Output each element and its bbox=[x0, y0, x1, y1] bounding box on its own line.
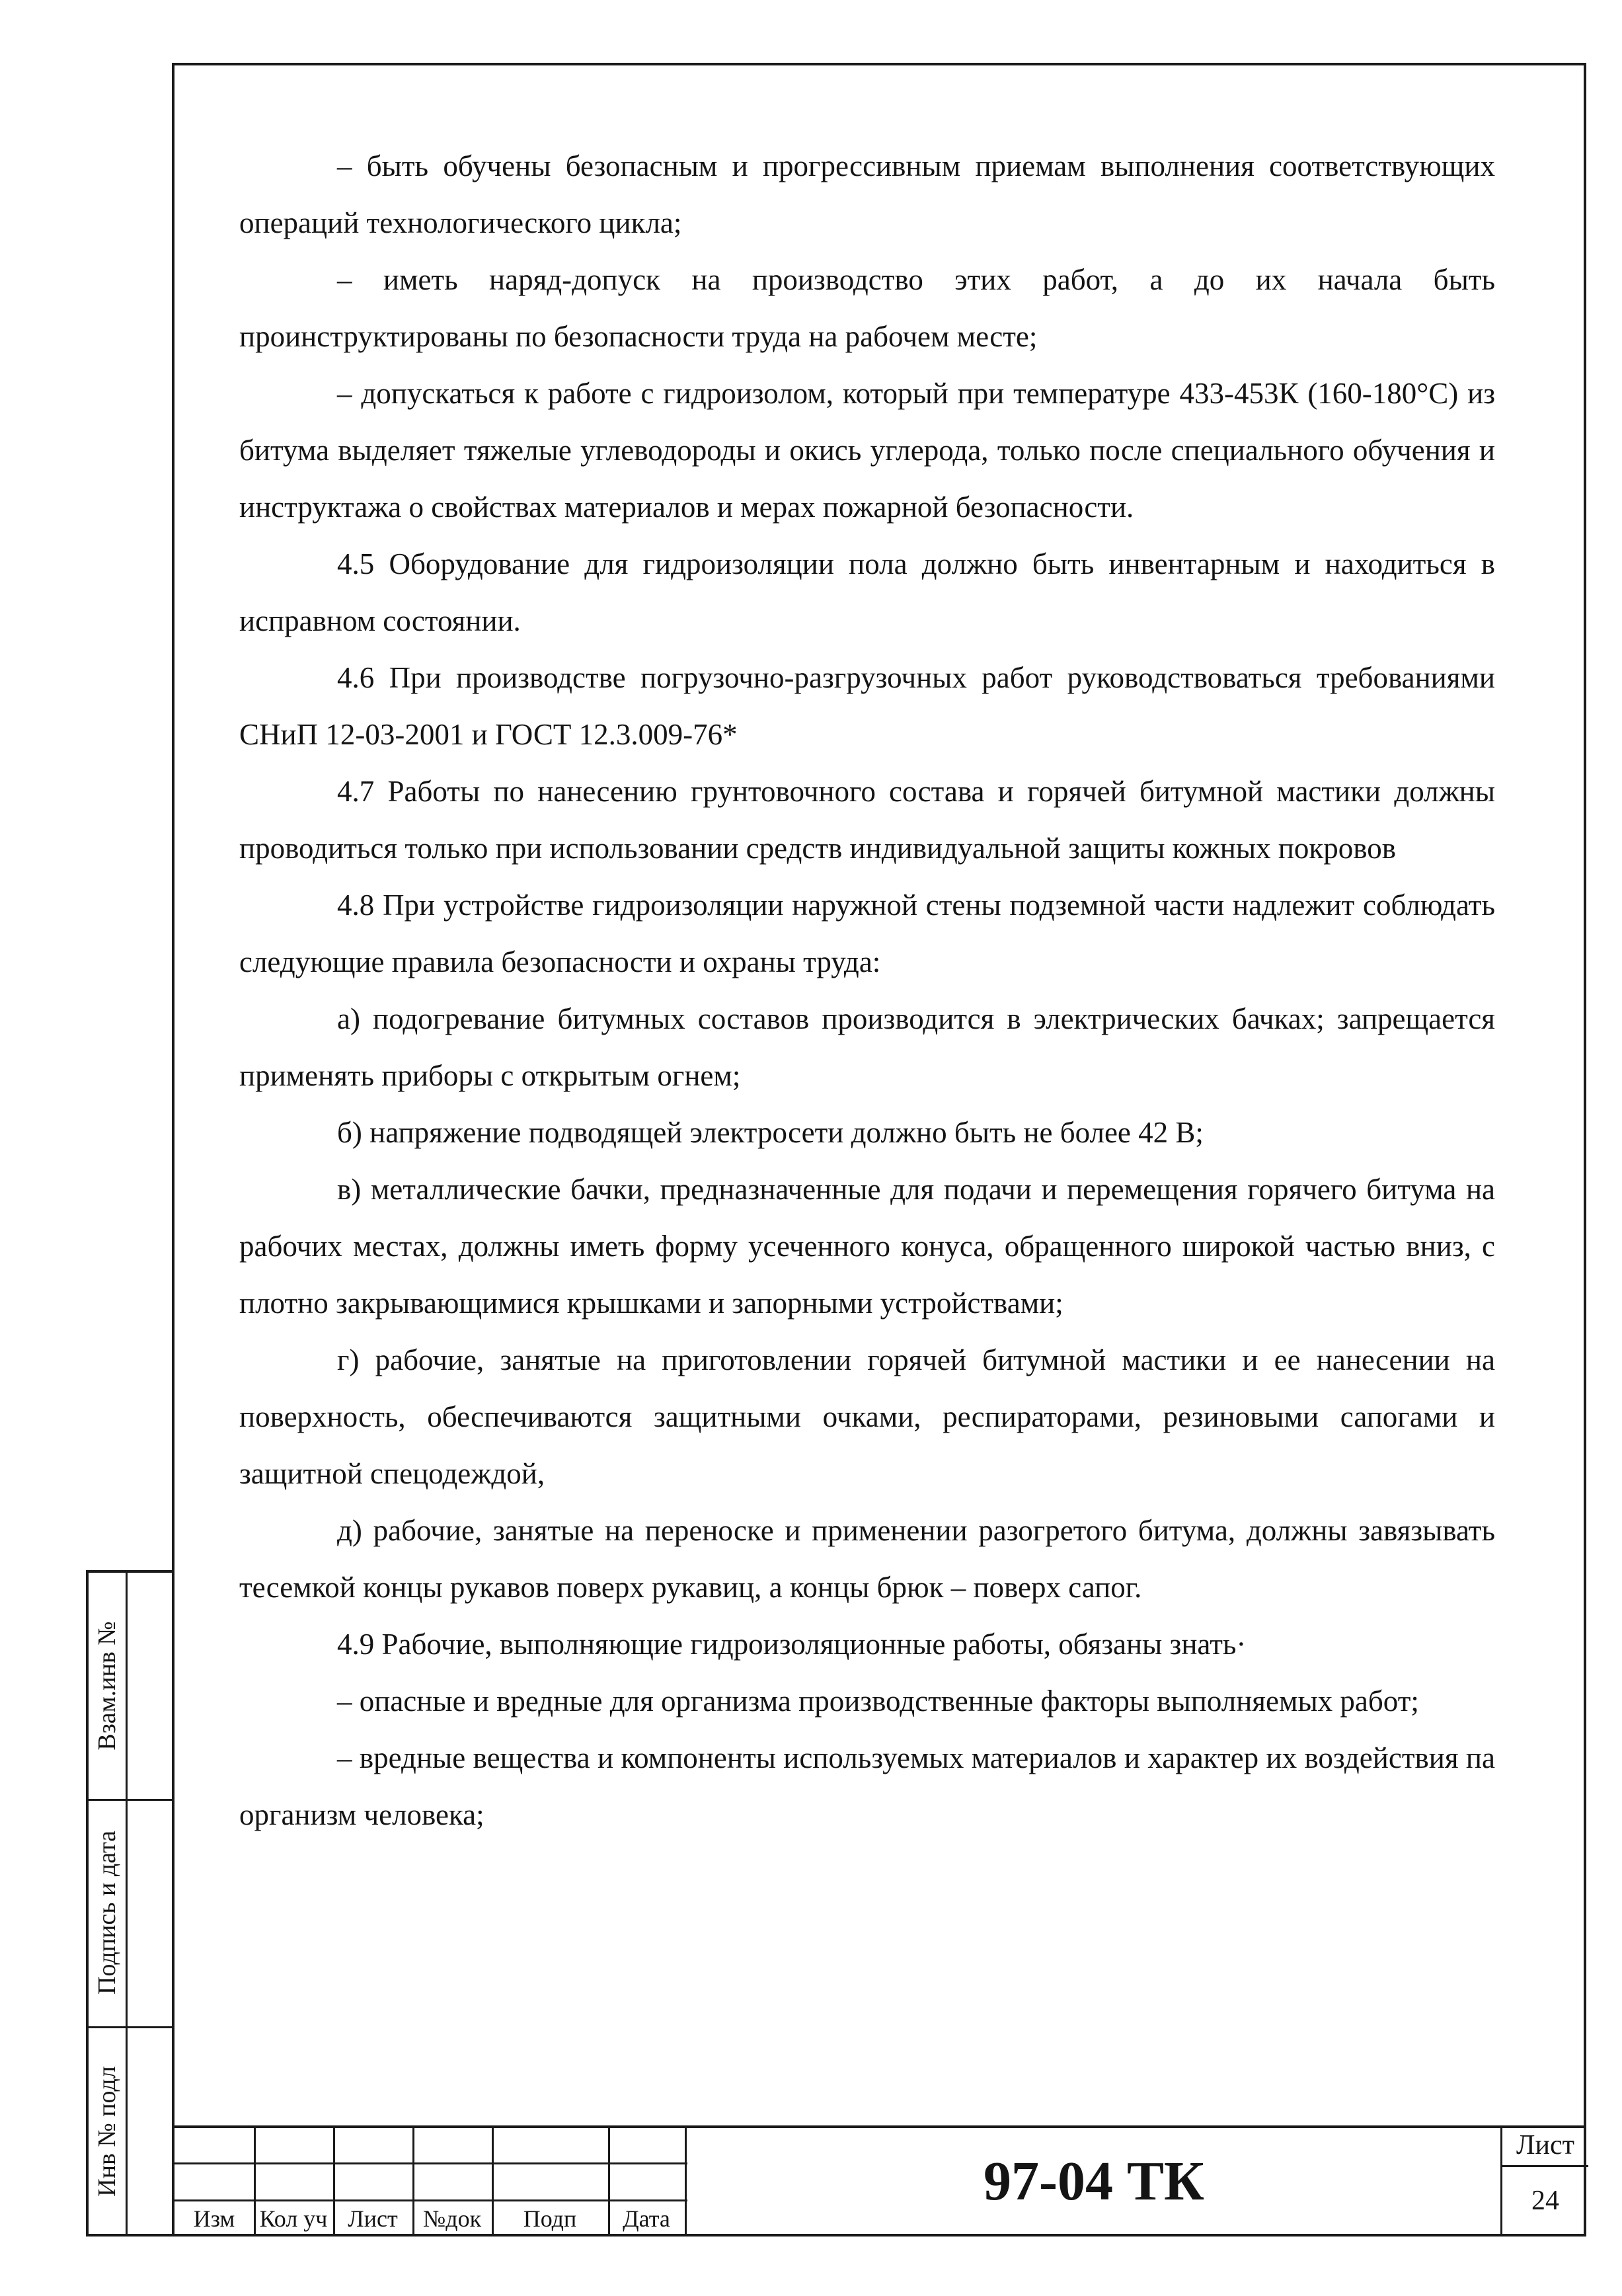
column-label-list: Лист bbox=[348, 2205, 398, 2232]
title-block-row-line bbox=[174, 2162, 687, 2164]
margin-stamp-divider bbox=[126, 1573, 128, 2234]
sheet-label: Лист bbox=[1516, 2130, 1574, 2160]
paragraph-3: – допускаться к работе с гидроизолом, который при температуре 433-453К (160-180°С) из битума выделяет тяжелые углеводороды и окись углерода, только после специального обучения и инструктажа о свойствах материалов и мерах пожарной безопасности. bbox=[239, 377, 1495, 524]
sheet-number: 24 bbox=[1531, 2186, 1559, 2216]
document-body bbox=[239, 138, 1495, 1843]
margin-stamp bbox=[86, 1570, 174, 2237]
paragraph-4-9: 4.9 Рабочие, выполняющие гидроизоляционные работы, обязаны знать· bbox=[337, 1628, 1247, 1661]
sheet-box-divider bbox=[1502, 2165, 1588, 2167]
column-label-ndok: №док bbox=[422, 2205, 482, 2232]
paragraph-1: – быть обучены безопасным и прогрессивным приемам выполнения соответствующих операций технологического цикла; bbox=[239, 149, 1495, 239]
column-label-kol-uch: Кол уч bbox=[259, 2205, 328, 2232]
paragraph-4-8: 4.8 При устройстве гидроизоляции наружной стены подземной части надлежит соблюдать следующие правила безопасности и охраны труда: bbox=[239, 889, 1495, 978]
paragraph-4-8-a: а) подогревание битумных составов производится в электрических бачках; запрещается применять приборы с открытым огнем; bbox=[239, 1002, 1495, 1092]
paragraph-2: – иметь наряд-допуск на производство этих работ, а до их начала быть проинструктированы по безопасности труда на рабочем месте; bbox=[239, 263, 1495, 353]
margin-label-original-inv: Инв № подл bbox=[93, 2066, 121, 2197]
title-block-col-line bbox=[685, 2125, 687, 2237]
paragraph-4-9-item-2: – вредные вещества и компоненты используемых материалов и характер их воздействия па организм человека; bbox=[239, 1741, 1495, 1831]
margin-cell-original-inv bbox=[89, 2026, 126, 2237]
paragraph-4-6: 4.6 При производстве погрузочно-разгрузочных работ руководствоваться требованиями СНиП 12-03-2001 и ГОСТ 12.3.009-76* bbox=[239, 661, 1495, 751]
margin-cell-replacement-inv bbox=[89, 1573, 126, 1799]
column-label-izm: Изм bbox=[193, 2205, 235, 2232]
column-label-data: Дата bbox=[623, 2205, 670, 2232]
paragraph-4-5: 4.5 Оборудование для гидроизоляции пола должно быть инвентарным и находиться в исправном состоянии. bbox=[239, 547, 1495, 637]
paragraph-4-8-d: д) рабочие, занятые на переноске и применении разогретого битума, должны завязывать тесемкой концы рукавов поверх рукавиц, а концы брюк – поверх сапог. bbox=[239, 1514, 1495, 1604]
paragraph-4-8-v: в) металлические бачки, предназначенные для подачи и перемещения горячего битума на рабочих местах, должны иметь форму усеченного конуса, обращенного широкой частью вниз, с плотно закрывающимися крышками и запорными устройствами; bbox=[239, 1173, 1495, 1320]
margin-label-signature-date: Подпись и дата bbox=[93, 1830, 121, 1995]
paragraph-4-8-g: г) рабочие, занятые на приготовлении горячей битумной мастики и ее нанесении на поверхность, обеспечиваются защитными очками, респираторами, резиновыми сапогами и защитной спецодеждой, bbox=[239, 1343, 1495, 1490]
sheet-box bbox=[1500, 2125, 1588, 2237]
document-code: 97-04 ТК bbox=[984, 2151, 1204, 2212]
paragraph-4-8-b: б) напряжение подводящей электросети должно быть не более 42 В; bbox=[337, 1116, 1204, 1149]
title-block-row-line bbox=[174, 2199, 687, 2201]
paragraph-4-7: 4.7 Работы по нанесению грунтовочного состава и горячей битумной мастики должны проводиться только при использовании средств индивидуальной защиты кожных покровов bbox=[239, 775, 1495, 865]
margin-cell-signature-date bbox=[89, 1799, 126, 2026]
paragraph-4-9-item-1: – опасные и вредные для организма производственные факторы выполняемых работ; bbox=[337, 1684, 1419, 1718]
column-label-podp: Подп bbox=[523, 2205, 577, 2232]
margin-label-replacement-inv: Взам.инв № bbox=[93, 1621, 121, 1751]
